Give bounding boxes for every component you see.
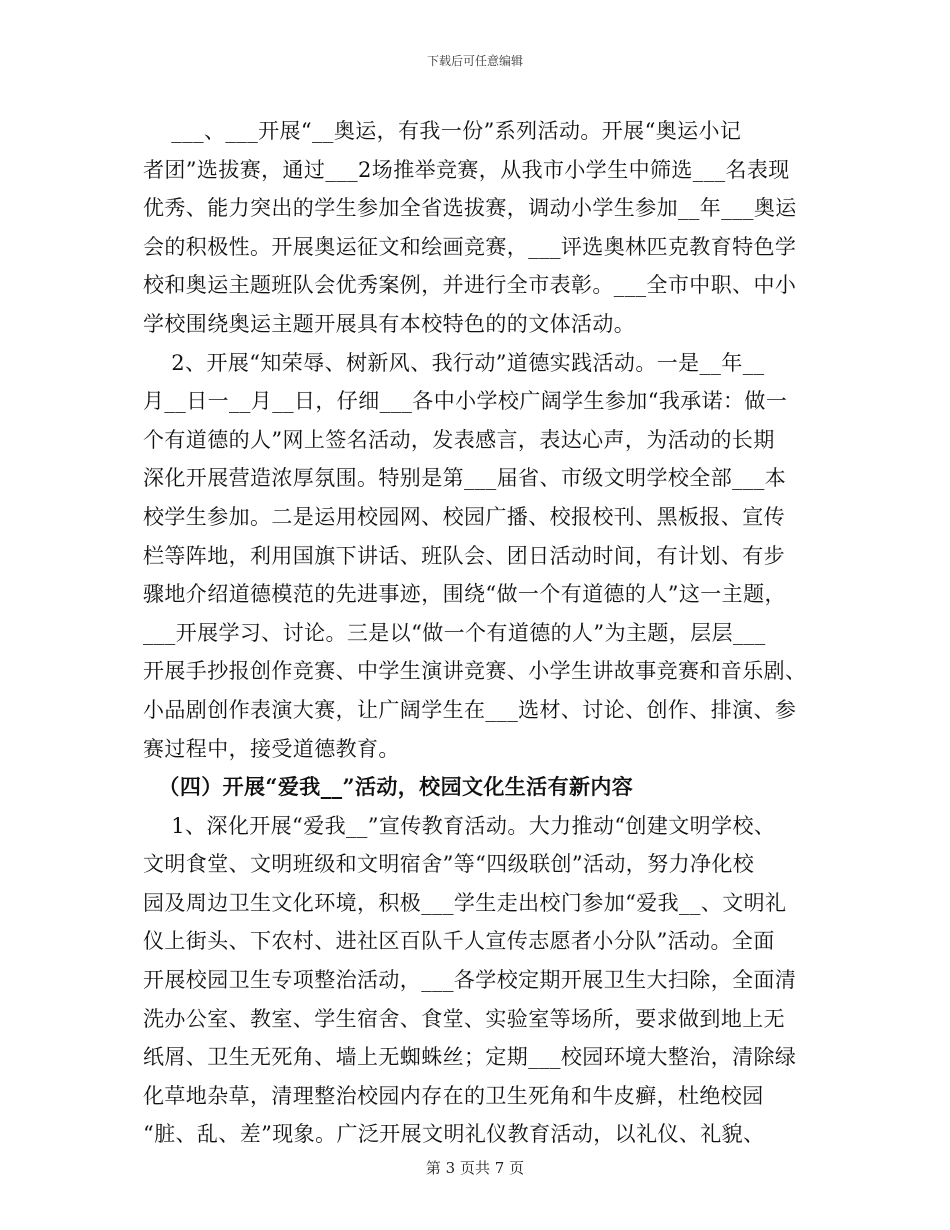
- text-line: 学校围绕奥运主题开展具有本校特色的的文体活动。: [143, 311, 636, 336]
- text-line: “脏、乱、差”现象。广泛开展文明礼仪教育活动，以礼仪、礼貌、: [143, 1122, 765, 1147]
- document-body: [143, 112, 815, 1154]
- text-line: ___、___开展“__奥运，有我一份”系列活动。开展“奥运小记: [143, 119, 742, 143]
- page-footer: 第 3 页共 7 页: [425, 1159, 525, 1177]
- text-line: 化草地杂草，清理整治校园内存在的卫生死角和牛皮癣，杜绝校园: [143, 1083, 764, 1108]
- text-line: 深化开展营造浓厚氛围。特别是第___届省、市级文明学校全部___本: [143, 466, 787, 491]
- text-line: 校和奥运主题班队会优秀案例，并进行全市表彰。___全市中职、中小: [143, 273, 797, 298]
- section-heading: （四）开展“爱我__”活动，校园文化生活有新内容: [143, 774, 634, 800]
- text-line: 校学生参加。二是运用校园网、校园广播、校报校刊、黑板报、宣传: [143, 504, 785, 529]
- text-line: 个有道德的人”网上签名活动，发表感言，表达心声，为活动的长期: [143, 427, 775, 452]
- text-line: 纸屑、卫生无死角、墙上无蜘蛛丝；定期___校园环境大整治，清除绿: [143, 1045, 797, 1070]
- text-line: 仪上街头、下农村、进社区百队千人宣传志愿者小分队”活动。全面: [143, 929, 775, 954]
- text-line: 开展手抄报创作竞赛、中学生演讲竞赛、小学生讲故事竞赛和音乐剧、: [143, 659, 807, 684]
- text-line: ___开展学习、讨论。三是以“做一个有道德的人”为主题，层层___: [143, 620, 766, 645]
- text-line: 骤地介绍道德模范的先进事迹，围绕“做一个有道德的人”这一主题，: [143, 582, 786, 607]
- text-line: 会的积极性。开展奥运征文和绘画竞赛，___评选奥林匹克教育特色学: [143, 234, 797, 259]
- text-line: 赛过程中，接受道德教育。: [143, 736, 400, 761]
- text-line: 小品剧创作表演大赛，让广阔学生在___选材、讨论、创作、排演、参: [143, 697, 797, 722]
- text-line: 优秀、能力突出的学生参加全省选拔赛，调动小学生参加__年___奥运: [143, 196, 797, 221]
- text-line: 园及周边卫生文化环境，积极___学生走出校门参加“爱我__、文明礼: [143, 890, 787, 915]
- text-line: 文明食堂、文明班级和文明宿舍”等“四级联创”活动，努力净化校: [143, 852, 755, 877]
- text-line: 1、深化开展“爱我__”宣传教育活动。大力推动“创建文明学校、: [143, 813, 776, 838]
- text-line: 栏等阵地，利用国旗下讲话、班队会、团日活动时间，有计划、有步: [143, 543, 785, 568]
- text-line: 者团”选拔赛，通过___2场推举竞赛，从我市小学生中筛选___名表现: [143, 157, 790, 182]
- text-line: 月__日一__月__日，仔细___各中小学校广阔学生参加“我承诺：做一: [143, 389, 788, 414]
- text-line: 开展校园卫生专项整治活动，___各学校定期开展卫生大扫除，全面清: [143, 968, 797, 993]
- text-line: 洗办公室、教室、学生宿舍、食堂、实验室等场所，要求做到地上无: [143, 1006, 785, 1031]
- page-header: 下载后可任意编辑: [426, 54, 523, 68]
- text-line: 2、开展“知荣辱、树新风、我行动”道德实践活动。一是__年__: [143, 350, 765, 375]
